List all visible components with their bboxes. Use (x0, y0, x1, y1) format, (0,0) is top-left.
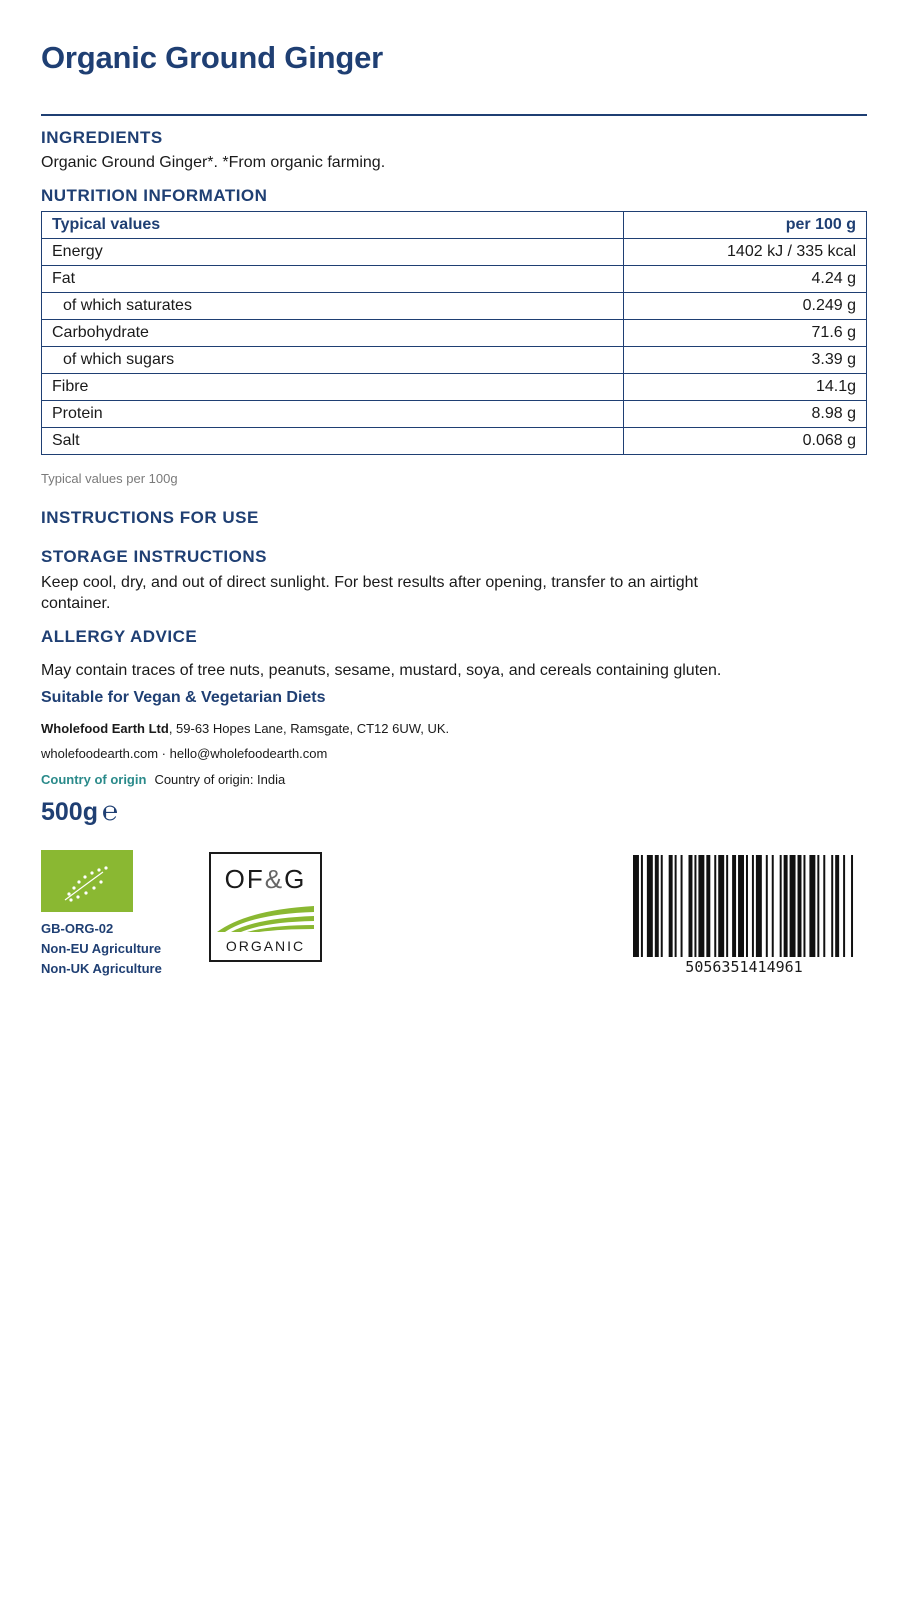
barcode-bar (780, 855, 782, 957)
nutrient-label: Fibre (42, 374, 624, 401)
table-row (42, 266, 867, 293)
barcode-bar (790, 855, 796, 957)
cert-code: GB-ORG-02 (41, 921, 114, 936)
barcode-bar (732, 855, 736, 957)
nutrition-note: Typical values per 100g (41, 471, 178, 486)
nutrient-value: 14.1g (624, 374, 867, 401)
origin-label: Country of origin (41, 772, 147, 787)
barcode-bar (831, 855, 833, 957)
nutrient-label: of which saturates (42, 293, 624, 320)
barcode-bar (823, 855, 825, 957)
nutrition-heading: NUTRITION INFORMATION (41, 186, 268, 205)
instructions-heading: INSTRUCTIONS FOR USE (41, 508, 259, 527)
ofg-of: OF (224, 864, 265, 894)
ingredients-text: Organic Ground Ginger*. *From organic farming. (41, 154, 386, 171)
barcode-bar (746, 855, 748, 957)
country-of-origin (41, 772, 285, 787)
ofg-organic-text: ORGANIC (225, 938, 306, 954)
nutrient-value: 1402 kJ / 335 kcal (624, 239, 867, 266)
nutrient-label: Protein (42, 401, 624, 428)
nutrient-value: 4.24 g (624, 266, 867, 293)
barcode-bar (694, 855, 696, 957)
barcode-bar (661, 855, 663, 957)
suitable-diets: Suitable for Vegan & Vegetarian Diets (41, 689, 326, 706)
origin-value: Country of origin: India (154, 772, 286, 787)
product-title: Organic Ground Ginger (41, 40, 383, 75)
nutrient-label: Carbohydrate (42, 320, 624, 347)
barcode-bar (798, 855, 802, 957)
barcode-bar (698, 855, 704, 957)
table-row (42, 347, 867, 374)
ofg-fields-icon (217, 902, 314, 932)
nutrition-header-row (42, 212, 867, 239)
ofg-amp: & (264, 864, 285, 894)
barcode-bar (772, 855, 774, 957)
barcode-bar (803, 855, 805, 957)
table-row (42, 374, 867, 401)
company-contact: wholefoodearth.com · hello@wholefoodearth.com (41, 746, 328, 761)
nutrient-label: Salt (42, 428, 624, 455)
barcode-bar (641, 855, 643, 957)
eu-organic-leaf-icon (41, 850, 133, 912)
barcode-bar (851, 855, 853, 957)
ofg-letters (211, 864, 320, 895)
allergy-heading: ALLERGY ADVICE (41, 627, 198, 646)
table-row (42, 239, 867, 266)
allergy-text: May contain traces of tree nuts, peanuts, sesame, mustard, soya, and cereals containing gluten. (41, 662, 722, 679)
address-text: , 59-63 Hopes Lane, Ramsgate, CT12 6UW, UK. (168, 721, 450, 736)
nutrient-value: 0.068 g (624, 428, 867, 455)
barcode-bar (843, 855, 845, 957)
barcode-bar (718, 855, 724, 957)
barcode-bar (647, 855, 653, 957)
barcode-bar (706, 855, 710, 957)
barcode-bar (714, 855, 716, 957)
barcode-bar (784, 855, 788, 957)
barcode-bar (809, 855, 815, 957)
eu-certification-text (41, 919, 162, 979)
barcode-bar (752, 855, 754, 957)
cert-line2: Non-EU Agriculture (41, 941, 162, 956)
table-row (42, 428, 867, 455)
nutrient-value: 3.39 g (624, 347, 867, 374)
barcode-bar (835, 855, 839, 957)
barcode-bar (655, 855, 659, 957)
nutrient-label: of which sugars (42, 347, 624, 374)
barcode-bar (756, 855, 762, 957)
barcode-bar (766, 855, 768, 957)
weight-value: 500g (41, 798, 98, 826)
nutrient-value: 8.98 g (624, 401, 867, 428)
storage-text-line2: container. (41, 595, 111, 612)
net-weight (41, 796, 118, 827)
barcode-bar (726, 855, 728, 957)
title-divider (41, 114, 867, 116)
company-name: Wholefood Earth Ltd (41, 721, 169, 736)
nutrient-value: 71.6 g (624, 320, 867, 347)
barcode-bar (689, 855, 693, 957)
barcode-bar (817, 855, 819, 957)
nutrition-table (41, 211, 867, 455)
nutrition-col-value: per 100 g (624, 212, 867, 239)
barcode-bar (669, 855, 673, 957)
barcode-bar (633, 855, 639, 957)
barcode-number: 5056351414961 (685, 958, 803, 976)
nutrition-col-label: Typical values (42, 212, 624, 239)
barcode-bar (681, 855, 683, 957)
storage-heading: STORAGE INSTRUCTIONS (41, 547, 267, 566)
estimated-sign: ℮ (101, 796, 119, 826)
nutrient-label: Energy (42, 239, 624, 266)
barcode-bar (738, 855, 744, 957)
nutrient-value: 0.249 g (624, 293, 867, 320)
company-address (41, 721, 449, 736)
nutrient-label: Fat (42, 266, 624, 293)
table-row (42, 401, 867, 428)
ingredients-heading: INGREDIENTS (41, 128, 163, 147)
table-row (42, 293, 867, 320)
ofg-organic-logo (209, 852, 322, 962)
cert-line3: Non-UK Agriculture (41, 961, 162, 976)
barcode-icon (633, 855, 855, 963)
ofg-g: G (284, 864, 307, 894)
storage-text-line1: Keep cool, dry, and out of direct sunlight. For best results after opening, transfer to an airtight (41, 574, 698, 591)
table-row (42, 320, 867, 347)
barcode-bar (675, 855, 677, 957)
